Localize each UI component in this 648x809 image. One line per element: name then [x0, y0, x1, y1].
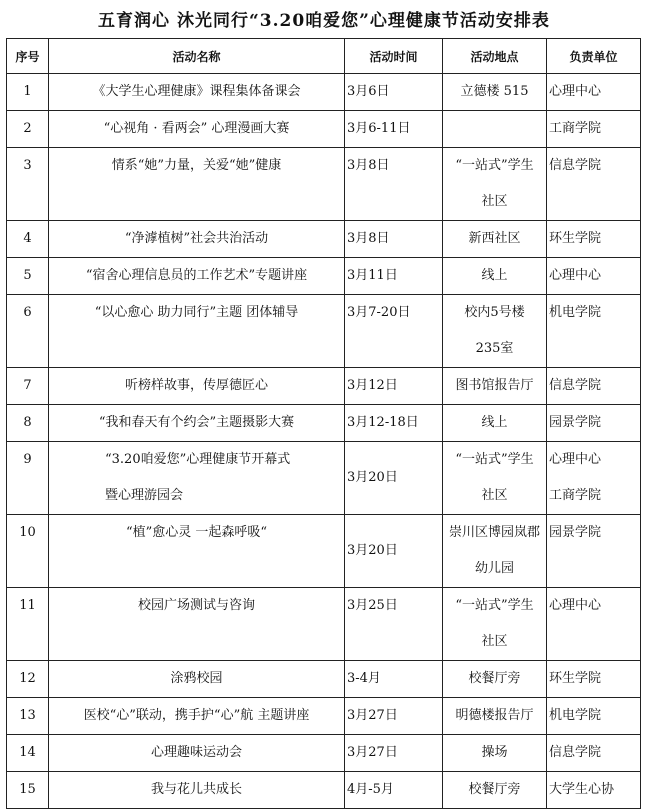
cell-activity-name: “净滹植树”社会共治活动 — [49, 221, 345, 258]
cell-activity-name: “植”愈心灵 一起森呼吸“ — [49, 515, 345, 588]
table-row — [7, 74, 641, 111]
cell-activity-time: 3月12-18日 — [345, 405, 443, 442]
cell-activity-name: 《大学生心理健康》课程集体备课会 — [49, 74, 345, 111]
cell-activity-place: 校内5号楼 235室 — [443, 295, 547, 368]
cell-activity-time: 3月7-20日 — [345, 295, 443, 368]
cell-activity-name: “我和春天有个约会”主题摄影大赛 — [49, 405, 345, 442]
cell-activity-place: 线上 — [443, 405, 547, 442]
table-row — [7, 148, 641, 221]
table-row — [7, 295, 641, 368]
table-row — [7, 772, 641, 809]
cell-no: 15 — [7, 772, 49, 809]
table-row — [7, 698, 641, 735]
cell-activity-time: 3月11日 — [345, 258, 443, 295]
cell-activity-name: “3.20咱爱您”心理健康节开幕式 暨心理游园会 — [49, 442, 345, 515]
table-row — [7, 588, 641, 661]
table-row — [7, 111, 641, 148]
cell-activity-name: “以心愈心 助力同行”主题 团体辅导 — [49, 295, 345, 368]
table-row — [7, 258, 641, 295]
cell-no: 4 — [7, 221, 49, 258]
cell-activity-time: 3-4月 — [345, 661, 443, 698]
cell-activity-time: 3月6-11日 — [345, 111, 443, 148]
cell-activity-name: “宿舍心理信息员的工作艺术”专题讲座 — [49, 258, 345, 295]
cell-responsible-unit: 心理中心 工商学院 — [547, 442, 641, 515]
header-activity-name: 活动名称 — [49, 39, 345, 74]
table-row — [7, 735, 641, 772]
cell-activity-name: 听榜样故事，传厚德匠心 — [49, 368, 345, 405]
cell-responsible-unit: 机电学院 — [547, 295, 641, 368]
cell-no: 3 — [7, 148, 49, 221]
cell-activity-name: “心视角 · 看两会” 心理漫画大赛 — [49, 111, 345, 148]
cell-activity-place: “一站式”学生 社区 — [443, 442, 547, 515]
cell-activity-name: 情系“她”力量，关爱“她”健康 — [49, 148, 345, 221]
cell-activity-name: 医校“心”联动，携手护“心”航 主题讲座 — [49, 698, 345, 735]
cell-activity-name: 心理趣味运动会 — [49, 735, 345, 772]
cell-activity-name: 涂鸦校园 — [49, 661, 345, 698]
cell-activity-place: 线上 — [443, 258, 547, 295]
cell-activity-place — [443, 111, 547, 148]
cell-responsible-unit: 工商学院 — [547, 111, 641, 148]
cell-activity-place: 新西社区 — [443, 221, 547, 258]
cell-no: 11 — [7, 588, 49, 661]
cell-activity-time: 3月27日 — [345, 698, 443, 735]
header-activity-time: 活动时间 — [345, 39, 443, 74]
document-title: 五育润心 沐光同行“3.20咱爱您”心理健康节活动安排表 — [98, 11, 550, 31]
cell-activity-time: 3月25日 — [345, 588, 443, 661]
cell-no: 12 — [7, 661, 49, 698]
cell-activity-place: “一站式”学生 社区 — [443, 148, 547, 221]
header-responsible-unit: 负责单位 — [547, 39, 641, 74]
cell-no: 13 — [7, 698, 49, 735]
cell-activity-time: 3月27日 — [345, 735, 443, 772]
table-row — [7, 515, 641, 588]
cell-activity-place: 明德楼报告厅 — [443, 698, 547, 735]
cell-no: 6 — [7, 295, 49, 368]
cell-no: 2 — [7, 111, 49, 148]
cell-activity-name: 我与花儿共成长 — [49, 772, 345, 809]
cell-no: 9 — [7, 442, 49, 515]
cell-no: 1 — [7, 74, 49, 111]
cell-activity-place: 图书馆报告厅 — [443, 368, 547, 405]
activity-schedule-table — [6, 38, 641, 809]
cell-responsible-unit: 园景学院 — [547, 405, 641, 442]
cell-activity-place: 崇川区博园岚郡 幼儿园 — [443, 515, 547, 588]
cell-activity-time: 3月12日 — [345, 368, 443, 405]
cell-activity-time: 3月6日 — [345, 74, 443, 111]
table-row — [7, 442, 641, 515]
cell-responsible-unit: 心理中心 — [547, 588, 641, 661]
cell-responsible-unit: 信息学院 — [547, 368, 641, 405]
cell-activity-time: 4月-5月 — [345, 772, 443, 809]
cell-activity-name: 校园广场测试与咨询 — [49, 588, 345, 661]
cell-activity-time: 3月8日 — [345, 221, 443, 258]
table-row — [7, 405, 641, 442]
table-row — [7, 661, 641, 698]
cell-responsible-unit: 信息学院 — [547, 148, 641, 221]
cell-no: 7 — [7, 368, 49, 405]
table-row — [7, 368, 641, 405]
cell-no: 5 — [7, 258, 49, 295]
cell-no: 10 — [7, 515, 49, 588]
header-activity-place: 活动地点 — [443, 39, 547, 74]
cell-responsible-unit: 信息学院 — [547, 735, 641, 772]
cell-responsible-unit: 心理中心 — [547, 74, 641, 111]
table-row — [7, 221, 641, 258]
cell-activity-place: “一站式”学生 社区 — [443, 588, 547, 661]
cell-activity-time: 3月20日 — [345, 442, 443, 515]
cell-activity-place: 立德楼 515 — [443, 74, 547, 111]
cell-responsible-unit: 心理中心 — [547, 258, 641, 295]
cell-activity-time: 3月20日 — [345, 515, 443, 588]
cell-responsible-unit: 园景学院 — [547, 515, 641, 588]
cell-no: 14 — [7, 735, 49, 772]
header-no: 序号 — [7, 39, 49, 74]
cell-activity-place: 操场 — [443, 735, 547, 772]
cell-responsible-unit: 大学生心协 — [547, 772, 641, 809]
cell-responsible-unit: 环生学院 — [547, 221, 641, 258]
cell-responsible-unit: 机电学院 — [547, 698, 641, 735]
cell-activity-place: 校餐厅旁 — [443, 772, 547, 809]
cell-activity-time: 3月8日 — [345, 148, 443, 221]
table-header-row — [7, 39, 641, 74]
cell-responsible-unit: 环生学院 — [547, 661, 641, 698]
cell-no: 8 — [7, 405, 49, 442]
cell-activity-place: 校餐厅旁 — [443, 661, 547, 698]
